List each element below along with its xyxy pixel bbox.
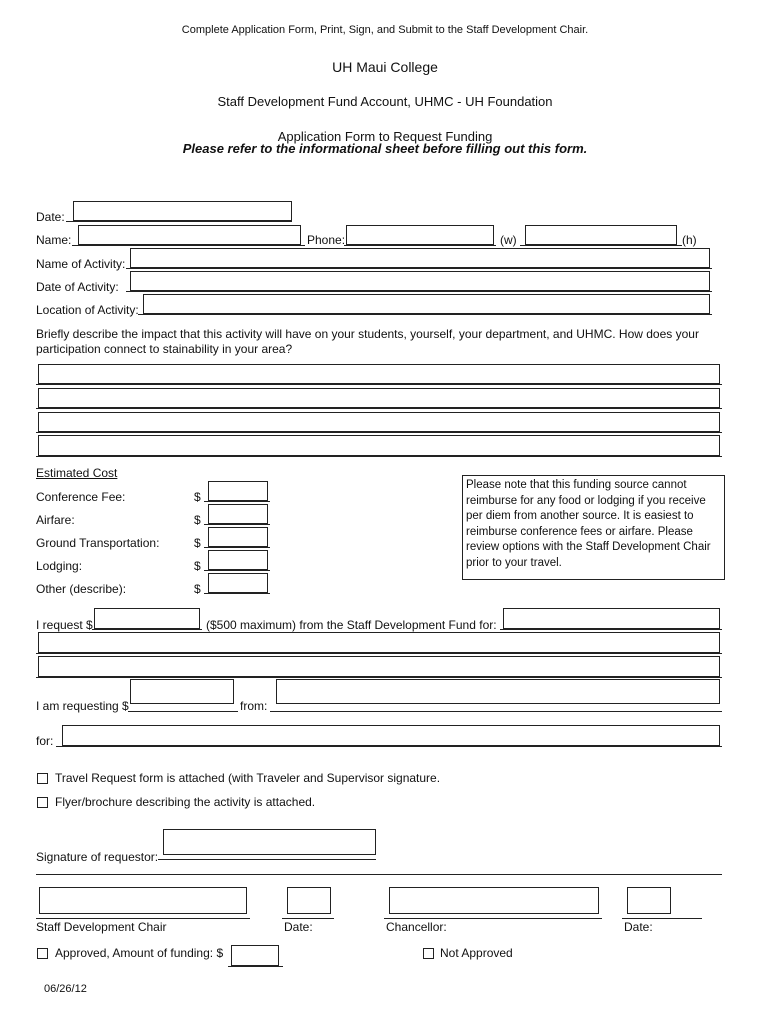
requesting-amount-field[interactable] [130, 679, 234, 704]
ground-transportation-underline [204, 547, 270, 548]
travel-request-checkbox[interactable] [37, 773, 48, 784]
phone-home-field[interactable] [525, 225, 677, 245]
chair-date-label: Date: [284, 920, 313, 934]
approval-divider [36, 874, 722, 875]
activity-name-label: Name of Activity: [36, 257, 126, 271]
chancellor-date-field[interactable] [627, 887, 671, 914]
conference-fee-field[interactable] [208, 481, 268, 501]
approved-amount-field[interactable] [231, 945, 279, 966]
phone-work-underline [344, 245, 496, 246]
activity-name-field[interactable] [130, 248, 710, 268]
chancellor-signature-field[interactable] [389, 887, 599, 914]
funding-note-box [462, 475, 725, 580]
airfare-field[interactable] [208, 504, 268, 524]
request-detail-field-1[interactable] [38, 632, 720, 653]
date-underline [66, 221, 292, 222]
flyer-label: Flyer/brochure describing the activity is attached. [55, 795, 316, 809]
activity-date-label: Date of Activity: [36, 280, 119, 294]
date-label: Date: [36, 210, 65, 224]
for-label: for: [36, 734, 54, 748]
college-name: UH Maui College [332, 59, 438, 75]
impact-underline-4 [36, 456, 722, 457]
request-underline-2 [36, 677, 722, 678]
name-field[interactable] [78, 225, 301, 245]
estimated-cost-heading: Estimated Cost [36, 466, 118, 480]
phone-work-field[interactable] [346, 225, 494, 245]
request-amount-underline [92, 629, 202, 630]
airfare-label: Airfare: [36, 513, 75, 527]
activity-date-field[interactable] [130, 271, 710, 291]
request-underline-1 [36, 653, 722, 654]
activity-location-field[interactable] [143, 294, 710, 314]
name-label: Name: [36, 233, 72, 247]
for-underline [56, 746, 722, 747]
conference-fee-underline [204, 501, 270, 502]
flyer-checkbox[interactable] [37, 797, 48, 808]
phone-label: Phone: [307, 233, 346, 247]
chancellor-label: Chancellor: [386, 920, 447, 934]
impact-field-4[interactable] [38, 435, 720, 456]
request-amount-label: I request $ [36, 618, 93, 632]
chancellor-date-label: Date: [624, 920, 653, 934]
other-cost-label: Other (describe): [36, 582, 127, 596]
note-line: reimburse conference fees or airfare. Please [466, 525, 693, 538]
chancellor-underline [384, 918, 602, 919]
impact-underline-2 [36, 408, 722, 409]
requesting-amount-label: I am requesting $ [36, 699, 129, 713]
impact-prompt: Briefly describe the impact that this activity will have on your students, yourself, your department, and UHMC. How does your [36, 327, 699, 341]
request-maximum-label: ($500 maximum) from the Staff Development Fund for: [206, 618, 497, 632]
approved-checkbox[interactable] [37, 948, 48, 959]
dollar-sign: $ [194, 559, 201, 573]
chair-date-underline [282, 918, 334, 919]
from-label: from: [240, 699, 268, 713]
work-phone-label: (w) [500, 233, 517, 247]
signature-field[interactable] [163, 829, 376, 855]
impact-underline-3 [36, 432, 722, 433]
name-underline [72, 245, 305, 246]
revision-date: 06/26/12 [44, 983, 87, 995]
for-field[interactable] [62, 725, 720, 746]
request-detail-field-2[interactable] [38, 656, 720, 677]
phone-home-underline [520, 245, 682, 246]
other-cost-underline [204, 593, 270, 594]
note-line: per diem from another source. It is easiest to [466, 510, 694, 522]
request-amount-field[interactable] [94, 608, 200, 629]
chair-date-field[interactable] [287, 887, 331, 914]
travel-request-label: Travel Request form is attached (with Traveler and Supervisor signature. [55, 771, 441, 785]
dollar-sign: $ [194, 582, 201, 596]
note-line: prior to your travel. [466, 556, 562, 569]
lodging-field[interactable] [208, 550, 268, 570]
impact-field-1[interactable] [38, 364, 720, 384]
activity-date-underline [126, 291, 712, 292]
chair-label: Staff Development Chair [36, 920, 167, 934]
from-field[interactable] [276, 679, 720, 704]
conference-fee-label: Conference Fee: [36, 490, 126, 504]
airfare-underline [204, 524, 270, 525]
home-phone-label: (h) [682, 233, 697, 247]
request-purpose-field[interactable] [503, 608, 720, 629]
account-name: Staff Development Fund Account, UHMC - UH Foundation [217, 94, 553, 109]
requesting-amount-underline [128, 711, 238, 712]
ground-transportation-field[interactable] [208, 527, 268, 547]
approved-label: Approved, Amount of funding: $ [55, 946, 224, 960]
not-approved-checkbox[interactable] [423, 948, 434, 959]
form-title: Application Form to Request Funding [277, 129, 493, 144]
submit-instruction: Complete Application Form, Print, Sign, and Submit to the Staff Development Chair. [181, 24, 589, 36]
date-field[interactable] [73, 201, 292, 221]
from-underline [270, 711, 722, 712]
chancellor-date-underline [622, 918, 702, 919]
note-line: Please note that this funding source cannot [466, 479, 687, 491]
signature-underline [158, 859, 376, 860]
not-approved-label: Not Approved [440, 946, 513, 960]
activity-location-label: Location of Activity: [36, 303, 139, 317]
impact-field-3[interactable] [38, 412, 720, 432]
impact-field-2[interactable] [38, 388, 720, 408]
approved-amount-underline [228, 966, 283, 967]
lodging-underline [204, 570, 270, 571]
chair-signature-field[interactable] [39, 887, 247, 914]
activity-name-underline [126, 268, 712, 269]
dollar-sign: $ [194, 536, 201, 550]
activity-location-underline [138, 314, 712, 315]
ground-transportation-label: Ground Transportation: [36, 536, 160, 550]
lodging-label: Lodging: [36, 559, 83, 573]
informational-notice: Please refer to the informational sheet before filling out this form. [182, 141, 588, 156]
request-purpose-underline [500, 629, 722, 630]
note-line: reimburse for any food or lodging if you receive [466, 494, 706, 507]
impact-prompt-line2: participation connect to stainability in your area? [36, 342, 293, 356]
dollar-sign: $ [194, 490, 201, 504]
impact-underline-1 [36, 384, 722, 385]
dollar-sign: $ [194, 513, 201, 527]
signature-label: Signature of requestor: [36, 850, 159, 864]
chair-underline [36, 918, 250, 919]
other-cost-field[interactable] [208, 573, 268, 593]
note-line: review options with the Staff Development Chair [466, 541, 711, 553]
